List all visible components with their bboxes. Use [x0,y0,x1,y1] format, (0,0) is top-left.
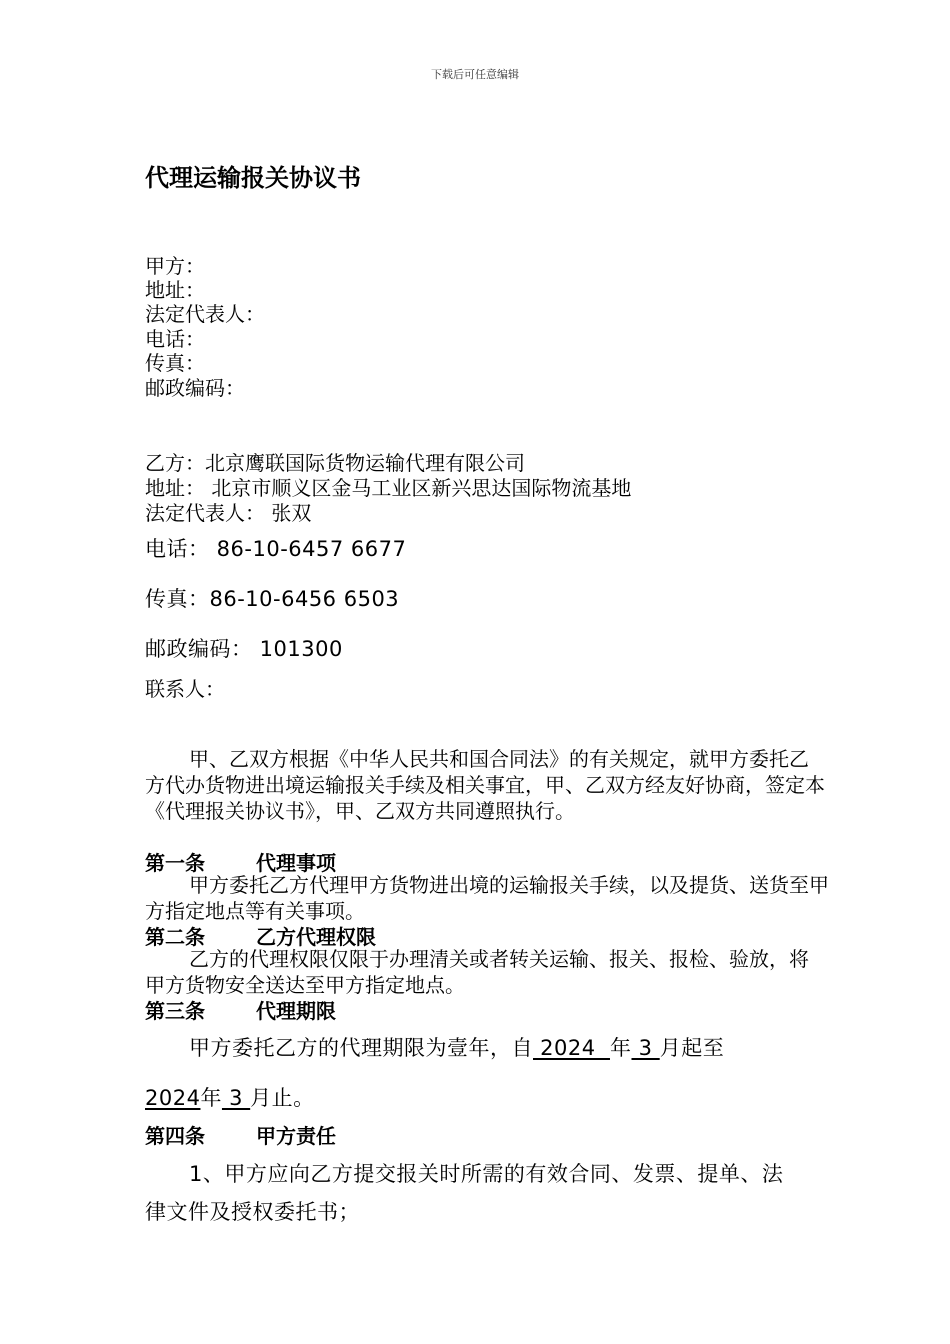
document-title: 代理运输报关协议书 [145,164,361,192]
term-prefix: 甲方委托乙方的代理期限为壹年，自 [189,1036,533,1060]
article-2-text: 乙方的代理权限仅限于办理清关或者转关运输、报关、报检、验放，将甲方货物安全送达至甲方指定地点。 [145,947,809,997]
duty-1-line-1: 1、甲方应向乙方提交报关时所需的有效合同、发票、提单、法 [189,1162,784,1186]
article-1-number: 第一条 [145,851,205,875]
party-a-fax-label: 传真： [145,351,205,375]
article-2-number: 第二条 [145,925,205,949]
party-b-contact: 联系人： [145,677,225,701]
intro-paragraph: 甲、乙双方根据《中华人民共和国合同法》的有关规定，就甲方委托乙方代办货物进出境运输报关手续及相关事宜，甲、乙双方经友好协商，签定本《代理报关协议书》，甲、乙双方共同遵照执行。 [145,747,825,823]
party-a-address-label: 地址： [145,278,205,302]
term-line-2 [145,1082,315,1112]
article-1-title: 代理事项 [256,851,336,875]
duty-1-line-2: 律文件及授权委托书； [145,1200,360,1224]
article-4-heading [145,1120,336,1149]
term-end-year: 2024 [145,1086,201,1110]
article-3-title: 代理期限 [256,999,336,1023]
party-b-phone: 电话： 86-10-6457 6677 [145,537,407,561]
party-a-postal-label: 邮政编码： [145,376,245,400]
party-a-phone-label: 电话： [145,327,205,351]
term-end-month: 3 [221,1086,251,1110]
term-start-year: 2024 [533,1036,610,1060]
article-2-title: 乙方代理权限 [256,925,376,949]
party-b-address: 地址： 北京市顺义区金马工业区新兴思达国际物流基地 [145,476,632,500]
page-header: 下载后可任意编辑 [431,68,519,81]
term-year-word: 年 [609,1036,632,1060]
party-b-name: 乙方：北京鹰联国际货物运输代理有限公司 [145,451,525,475]
term-end-suffix: 月止。 [250,1086,315,1110]
term-line-1 [189,1032,724,1062]
article-1-text: 甲方委托乙方代理甲方货物进出境的运输报关手续，以及提货、送货至甲方指定地点等有关事项。 [145,873,829,923]
party-b-fax: 传真：86-10-6456 6503 [145,587,400,611]
term-year-word-2: 年 [200,1086,222,1110]
article-4-title: 甲方责任 [256,1124,336,1148]
article-4-number: 第四条 [145,1124,205,1148]
term-suffix: 月起至 [659,1036,725,1060]
party-a-rep-label: 法定代表人： [145,302,265,326]
article-3-heading [145,995,336,1024]
party-a-name-label: 甲方： [145,254,205,278]
party-b-rep: 法定代表人： 张双 [145,501,312,525]
article-3-number: 第三条 [145,999,205,1023]
term-start-month: 3 [631,1036,660,1060]
party-b-postal: 邮政编码： 101300 [145,637,343,661]
